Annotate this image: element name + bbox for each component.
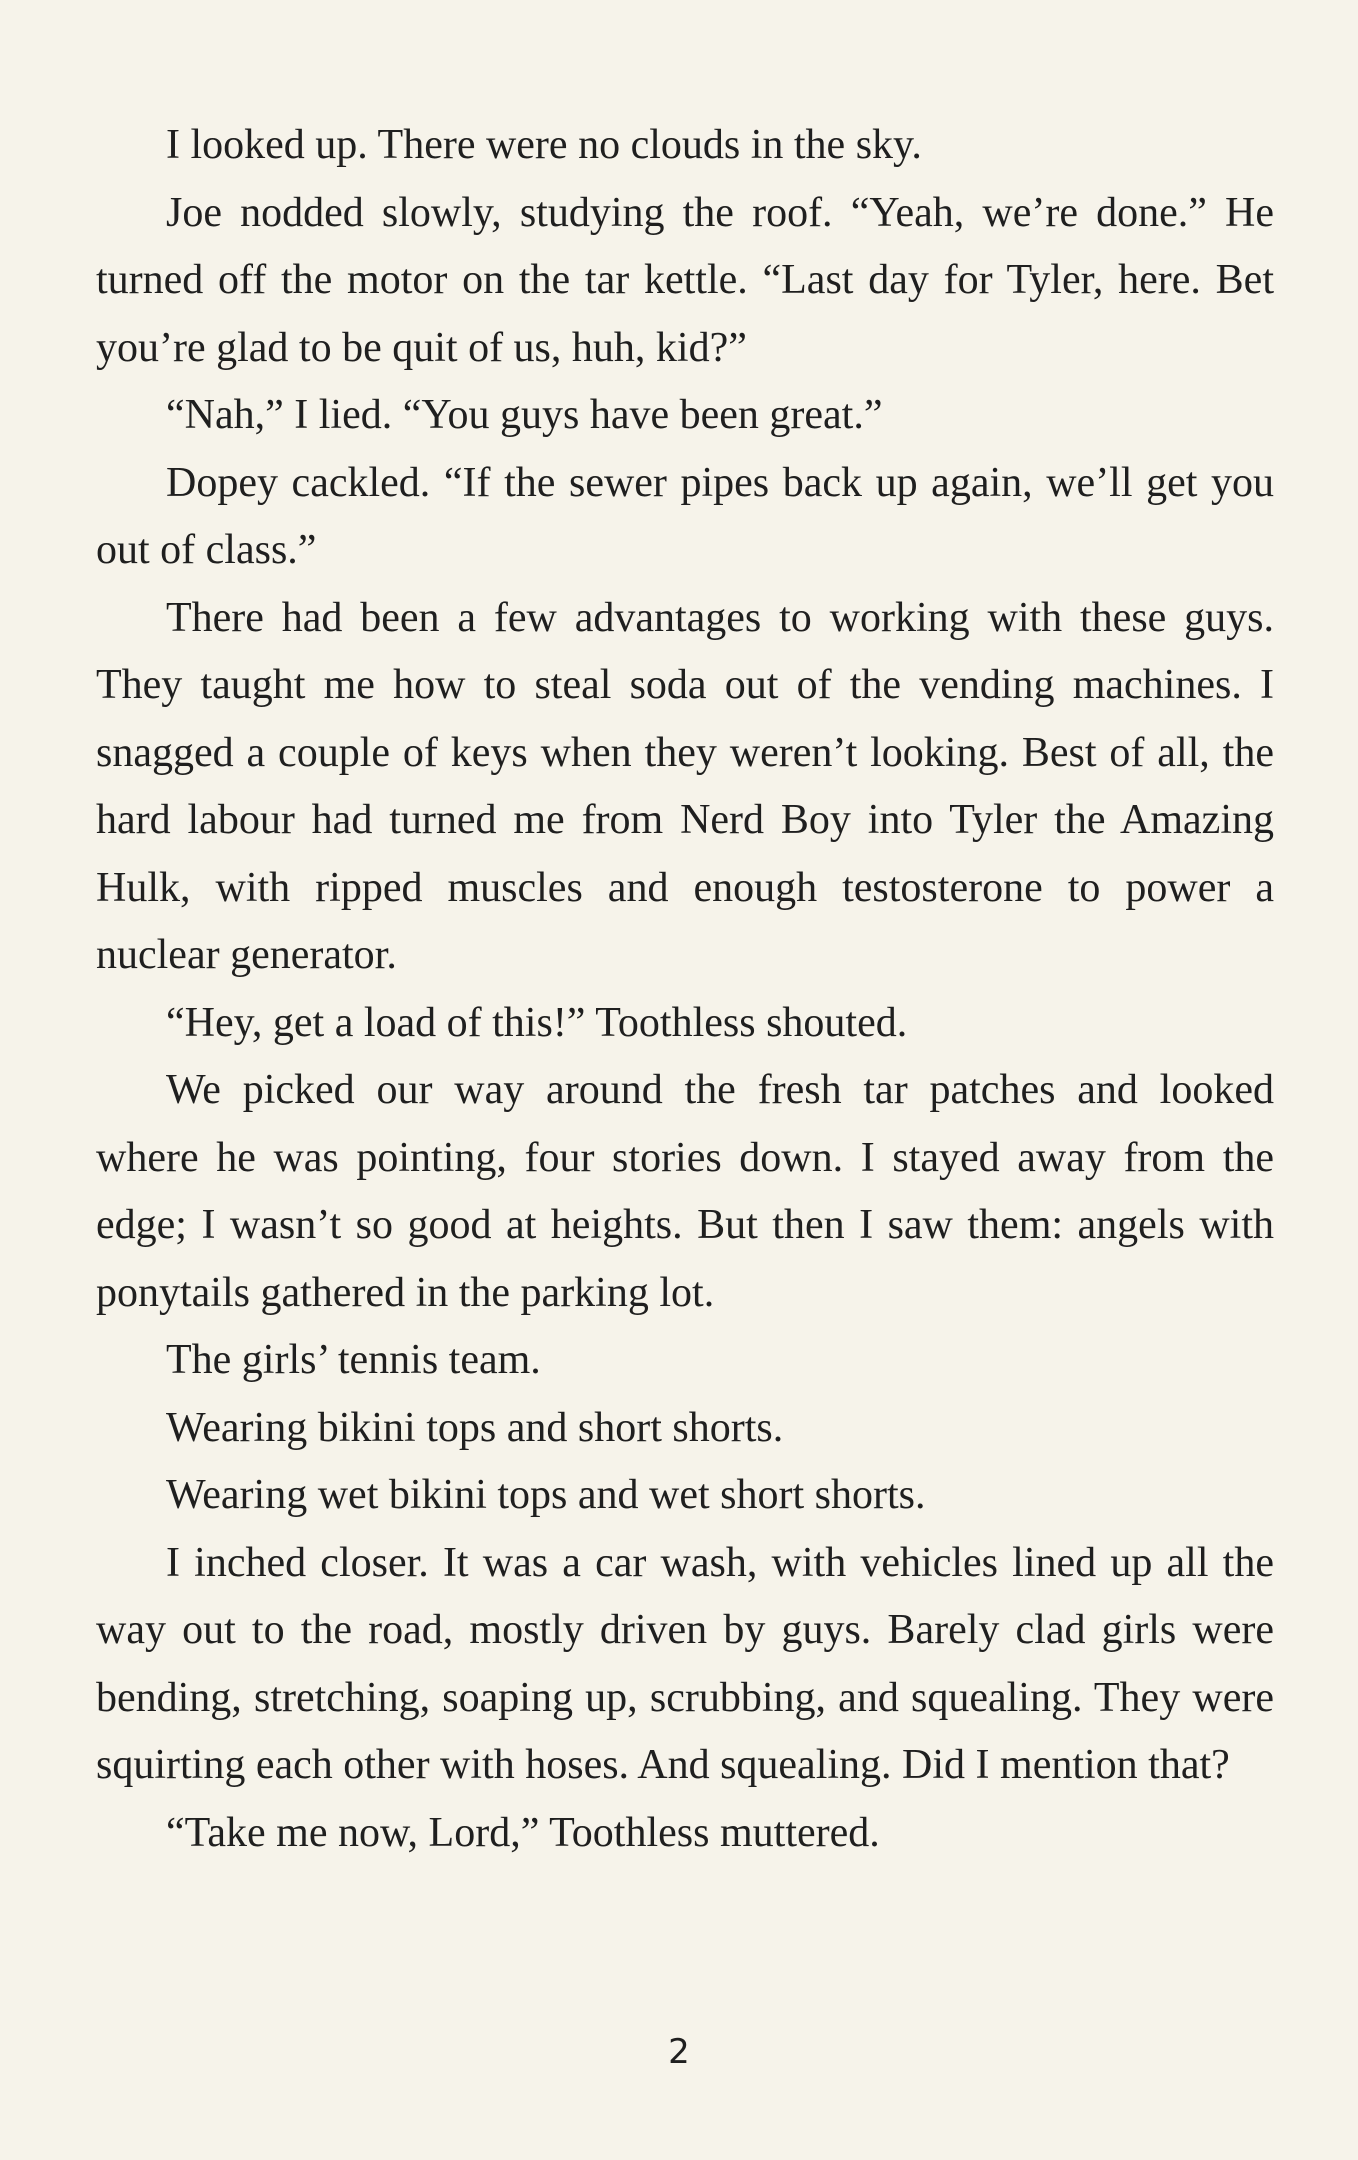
paragraph: We picked our way around the fresh tar patches and looked where he was pointing, four stories down. I stayed away from the edge; I wasn’t so good at heights. But then I saw them: angels with ponytails gathered in the parking lot. xyxy=(96,1067,1274,1316)
paragraph: There had been a few advantages to working with these guys. They taught me how to steal soda out of the vending machines. I snagged a couple of keys when they weren’t looking. Best of all, the hard labour had turned me from Nerd Boy into Tyler the Amazing Hulk, with ripped muscles and enough testosterone to power a nuclear generator. xyxy=(96,594,1274,978)
paragraph: Joe nodded slowly, studying the roof. “Yeah, we’re done.” He turned off the motor on the tar kettle. “Last day for Tyler, here. Bet you’re glad to be quit of us, huh, kid?” xyxy=(96,189,1274,371)
paragraph: Wearing wet bikini tops and wet short shorts. xyxy=(166,1472,926,1518)
paragraph: Dopey cackled. “If the sewer pipes back up again, we’ll get you out of class.” xyxy=(96,459,1274,573)
paragraph: “Nah,” I lied. “You guys have been great.” xyxy=(166,392,883,438)
paragraph: “Hey, get a load of this!” Toothless shouted. xyxy=(166,999,908,1046)
page-number: 2 xyxy=(668,2032,690,2072)
paragraph: The girls’ tennis team. xyxy=(166,1337,541,1383)
paragraph: I looked up. There were no clouds in the sky. xyxy=(166,122,922,168)
body-text xyxy=(96,112,1274,1867)
paragraph: “Take me now, Lord,” Toothless muttered. xyxy=(166,1809,880,1856)
paragraph: Wearing bikini tops and short shorts. xyxy=(166,1404,784,1451)
paragraph: I inched closer. It was a car wash, with vehicles lined up all the way out to the road, mostly driven by guys. Barely clad girls were bending, stretching, soaping up, scrubbing, and squealing. They were squirting each other with hoses. And squealing. Did I mention that? xyxy=(96,1539,1274,1788)
